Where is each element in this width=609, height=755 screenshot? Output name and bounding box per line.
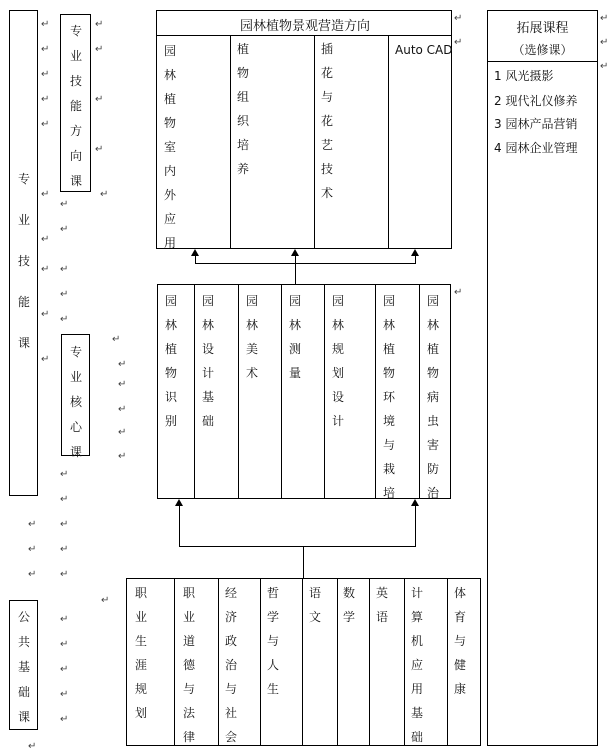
extension-divider [488,61,597,62]
para-mark: ↵ [41,234,50,245]
connector-direction-core-horizontal [195,263,416,264]
extension-subtitle: （选修课） [512,43,573,57]
major-skill-box [9,10,38,496]
basic-col-4: 哲学与人生 [267,586,280,696]
arrow-up-middle [291,249,299,256]
basic-col-9: 体育与健康 [454,586,467,696]
para-mark: ↵ [60,614,69,625]
core-divider-4 [324,285,325,498]
core-col-6: 园林植物环境与栽培 [383,294,396,500]
core-col-5: 园林规划设计 [332,294,345,428]
direction-title: 园林植物景观营造方向 [239,19,370,34]
para-mark: ↵ [118,427,127,438]
para-mark: ↵ [95,144,104,155]
basic-col-6: 数学 [343,586,356,624]
para-mark: ↵ [454,37,463,48]
extension-box [487,10,598,746]
core-divider-5 [375,285,376,498]
para-mark: ↵ [41,264,50,275]
para-mark: ↵ [95,19,104,30]
basic-divider-1 [174,579,175,745]
arrow-up-left [191,249,199,256]
para-mark: ↵ [600,37,609,48]
core-col-4: 园林测量 [289,294,302,380]
connector-basic-core-vertical [303,546,304,578]
para-mark: ↵ [60,519,69,530]
basic-divider-7 [404,579,405,745]
para-mark: ↵ [41,94,50,105]
basic-col-7: 英语 [376,586,389,624]
basic-table [126,578,481,746]
direction-title-divider [157,35,451,36]
para-mark: ↵ [600,13,609,24]
para-mark: ↵ [28,741,37,752]
direction-divider-2 [314,35,315,249]
basic-divider-2 [218,579,219,745]
core-divider-3 [281,285,282,498]
para-mark: ↵ [118,379,127,390]
para-mark: ↵ [41,19,50,30]
core-col-1: 园林植物识别 [165,294,178,428]
basic-divider-6 [369,579,370,745]
para-mark: ↵ [95,94,104,105]
core-col-2: 园林设计基础 [202,294,215,428]
extension-item-4: 4 园林企业管理 [494,141,578,155]
direction-col-4: Auto CAD [395,43,453,57]
core-divider-1 [194,285,195,498]
para-mark: ↵ [60,494,69,505]
para-mark: ↵ [41,69,50,80]
para-mark: ↵ [100,189,109,200]
para-mark: ↵ [41,189,50,200]
para-mark: ↵ [60,314,69,325]
basic-col-8: 计算机应用基础 [411,586,424,744]
direction-divider-3 [388,35,389,249]
basic-divider-8 [447,579,448,745]
direction-col-2: 植物组织培养 [237,42,250,176]
para-mark: ↵ [60,544,69,555]
basic-divider-3 [260,579,261,745]
connector-basic-left-rise [179,506,180,547]
core-label-box [61,334,90,459]
arrow-up-right [411,249,419,256]
core-col-3: 园林美术 [246,294,259,380]
arrow-basic-right [411,499,419,506]
para-mark: ↵ [41,44,50,55]
para-mark: ↵ [60,469,69,480]
core-divider-2 [238,285,239,498]
para-mark: ↵ [28,544,37,555]
para-mark: ↵ [118,451,127,462]
basic-col-3: 经济政治与社会 [225,586,238,744]
core-table [157,284,451,499]
direction-col-3: 插花与花艺技术 [321,42,334,200]
para-mark: ↵ [41,354,50,365]
para-mark: ↵ [60,689,69,700]
basic-col-1: 职业生涯规划 [135,586,148,720]
connector-basic-right-rise [415,506,416,547]
basic-col-2: 职业道德与法律 [183,586,196,744]
para-mark: ↵ [118,404,127,415]
direction-divider-1 [230,35,231,249]
skill-direction-box [60,14,91,192]
connector-basic-core-horizontal [179,546,416,547]
core-divider-6 [419,285,420,498]
para-mark: ↵ [28,569,37,580]
public-basic-box [9,600,38,730]
para-mark: ↵ [112,334,121,345]
extension-item-2: 2 现代礼仪修养 [494,94,578,108]
para-mark: ↵ [60,289,69,300]
major-skill-label: 专业技能课 [17,172,30,350]
extension-item-3: 3 园林产品营销 [494,117,578,131]
para-mark: ↵ [454,13,463,24]
para-mark: ↵ [60,224,69,235]
basic-divider-4 [302,579,303,745]
para-mark: ↵ [60,639,69,650]
para-mark: ↵ [60,569,69,580]
para-mark: ↵ [41,119,50,130]
core-label: 专业核心课 [69,345,82,459]
para-mark: ↵ [454,287,463,298]
core-col-7: 园林植物病虫害防治 [427,294,440,500]
extension-item-1: 1 风光摄影 [494,69,554,83]
para-mark: ↵ [95,44,104,55]
direction-col-1: 园林植物室内外应用 [164,44,177,250]
arrow-basic-left [175,499,183,506]
public-basic-label: 公共基础课 [17,610,30,724]
basic-divider-5 [337,579,338,745]
direction-table [156,10,452,249]
para-mark: ↵ [41,309,50,320]
para-mark: ↵ [60,664,69,675]
extension-title: 拓展课程 [516,21,569,36]
para-mark: ↵ [118,359,127,370]
skill-direction-label: 专业技能方向课 [69,24,82,188]
para-mark: ↵ [101,595,110,606]
para-mark: ↵ [60,714,69,725]
para-mark: ↵ [60,264,69,275]
basic-col-5: 语文 [309,586,322,624]
para-mark: ↵ [28,519,37,530]
para-mark: ↵ [600,61,609,72]
para-mark: ↵ [60,199,69,210]
connector-direction-core-vertical [295,256,296,284]
